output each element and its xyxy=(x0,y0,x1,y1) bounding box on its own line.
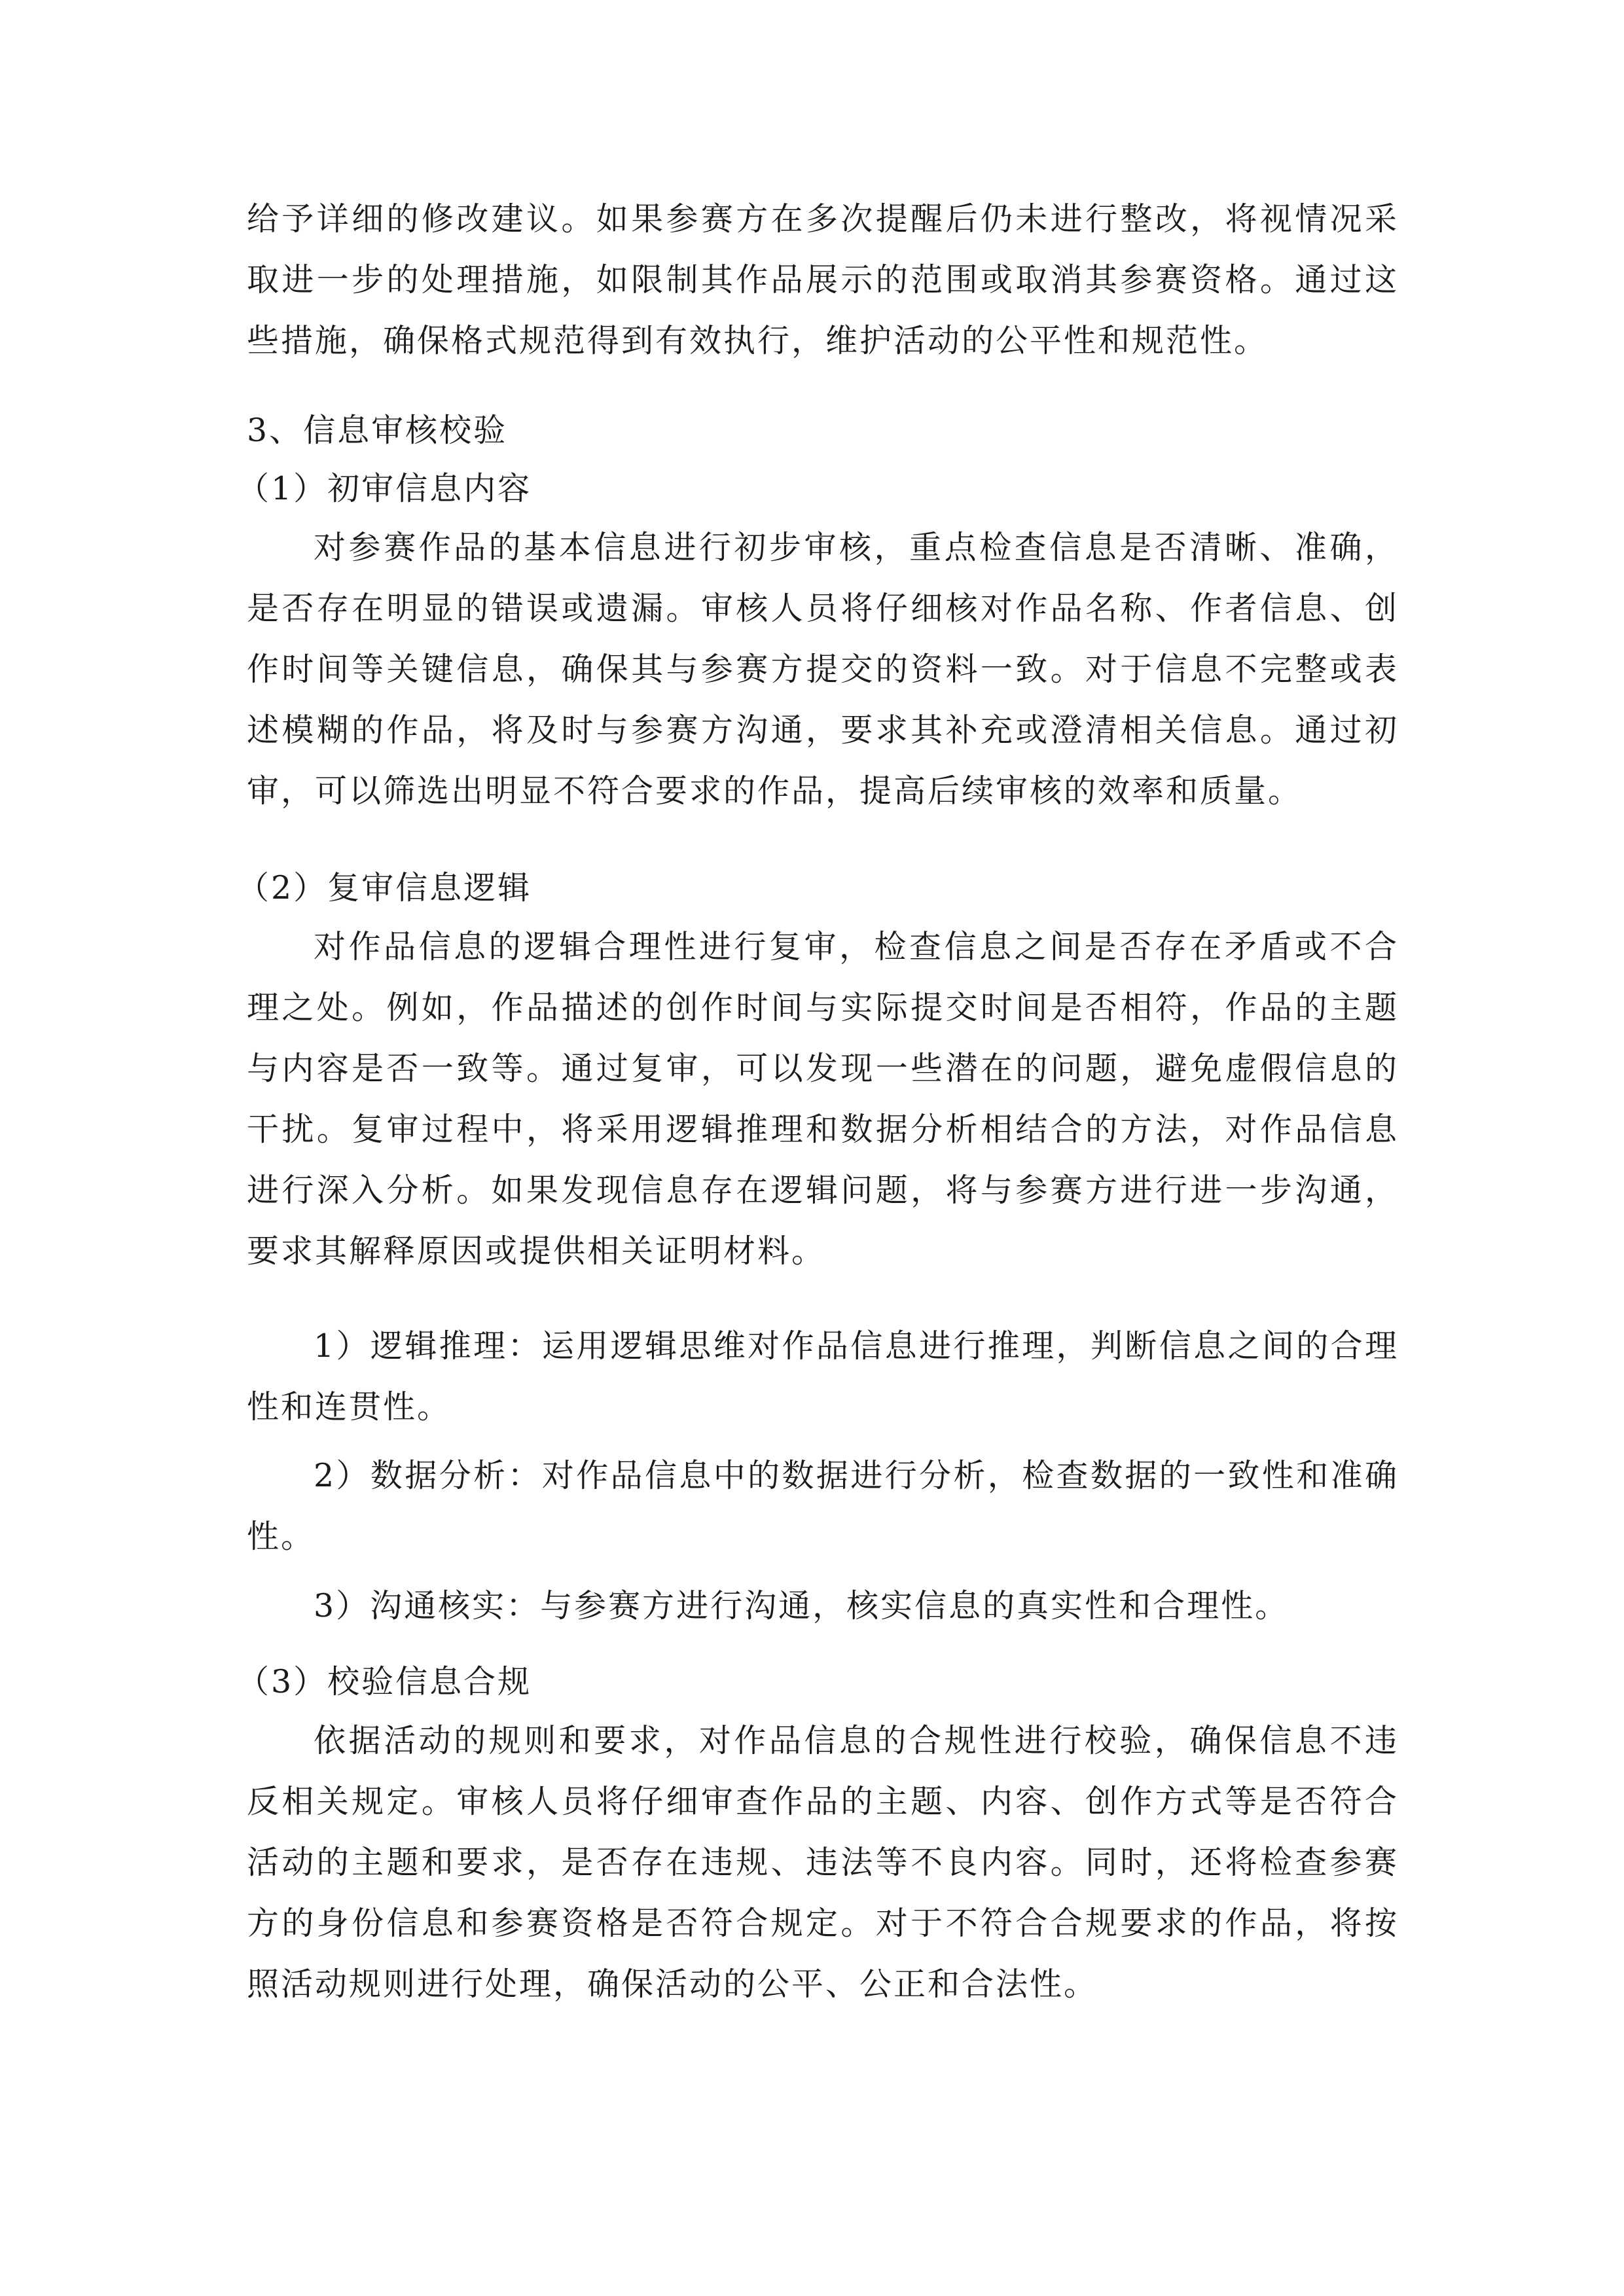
subsection-heading-2: （2）复审信息逻辑 xyxy=(237,869,532,906)
continuation-paragraph: 给予详细的修改建议。如果参赛方在多次提醒后仍未进行整改，将视情况采取进一步的处理措施，如限制其作品展示的范围或取消其参赛资格。通过这些措施，确保格式规范得到有效执行，维护活动的公平性和规范性。 xyxy=(247,200,1399,359)
section-heading: 3、信息审核校验 xyxy=(247,412,508,449)
subsection-heading-3: （3）校验信息合规 xyxy=(237,1663,532,1700)
subsection-2-paragraph: 对作品信息的逻辑合理性进行复审，检查信息之间是否存在矛盾或不合理之处。例如，作品描述的创作时间与实际提交时间是否相符，作品的主题与内容是否一致等。通过复审，可以发现一些潜在的问题，避免虚假信息的干扰。复审过程中，将采用逻辑推理和数据分析相结合的方法，对作品信息进行深入分析。如果发现信息存在逻辑问题，将与参赛方进行进一步沟通，要求其解释原因或提供相关证明材料。 xyxy=(247,928,1399,1270)
subsection-1-paragraph: 对参赛作品的基本信息进行初步审核，重点检查信息是否清晰、准确，是否存在明显的错误或遗漏。审核人员将仔细核对作品名称、作者信息、创作时间等关键信息，确保其与参赛方提交的资料一致。对于信息不完整或表述模糊的作品，将及时与参赛方沟通，要求其补充或澄清相关信息。通过初审，可以筛选出明显不符合要求的作品，提高后续审核的效率和质量。 xyxy=(247,529,1399,810)
subsection-3-paragraph: 依据活动的规则和要求，对作品信息的合规性进行校验，确保信息不违反相关规定。审核人员将仔细审查作品的主题、内容、创作方式等是否符合活动的主题和要求，是否存在违规、违法等不良内容。同时，还将检查参赛方的身份信息和参赛资格是否符合规定。对于不符合合规要求的作品，将按照活动规则进行处理，确保活动的公平、公正和合法性。 xyxy=(247,1722,1399,2003)
list-item-1: 1）逻辑推理：运用逻辑思维对作品信息进行推理，判断信息之间的合理性和连贯性。 xyxy=(247,1327,1399,1426)
list-item-3: 3）沟通核实：与参赛方进行沟通，核实信息的真实性和合理性。 xyxy=(314,1587,1290,1624)
subsection-heading-1: （1）初审信息内容 xyxy=(237,470,532,507)
list-item-2: 2）数据分析：对作品信息中的数据进行分析，检查数据的一致性和准确性。 xyxy=(247,1457,1399,1555)
